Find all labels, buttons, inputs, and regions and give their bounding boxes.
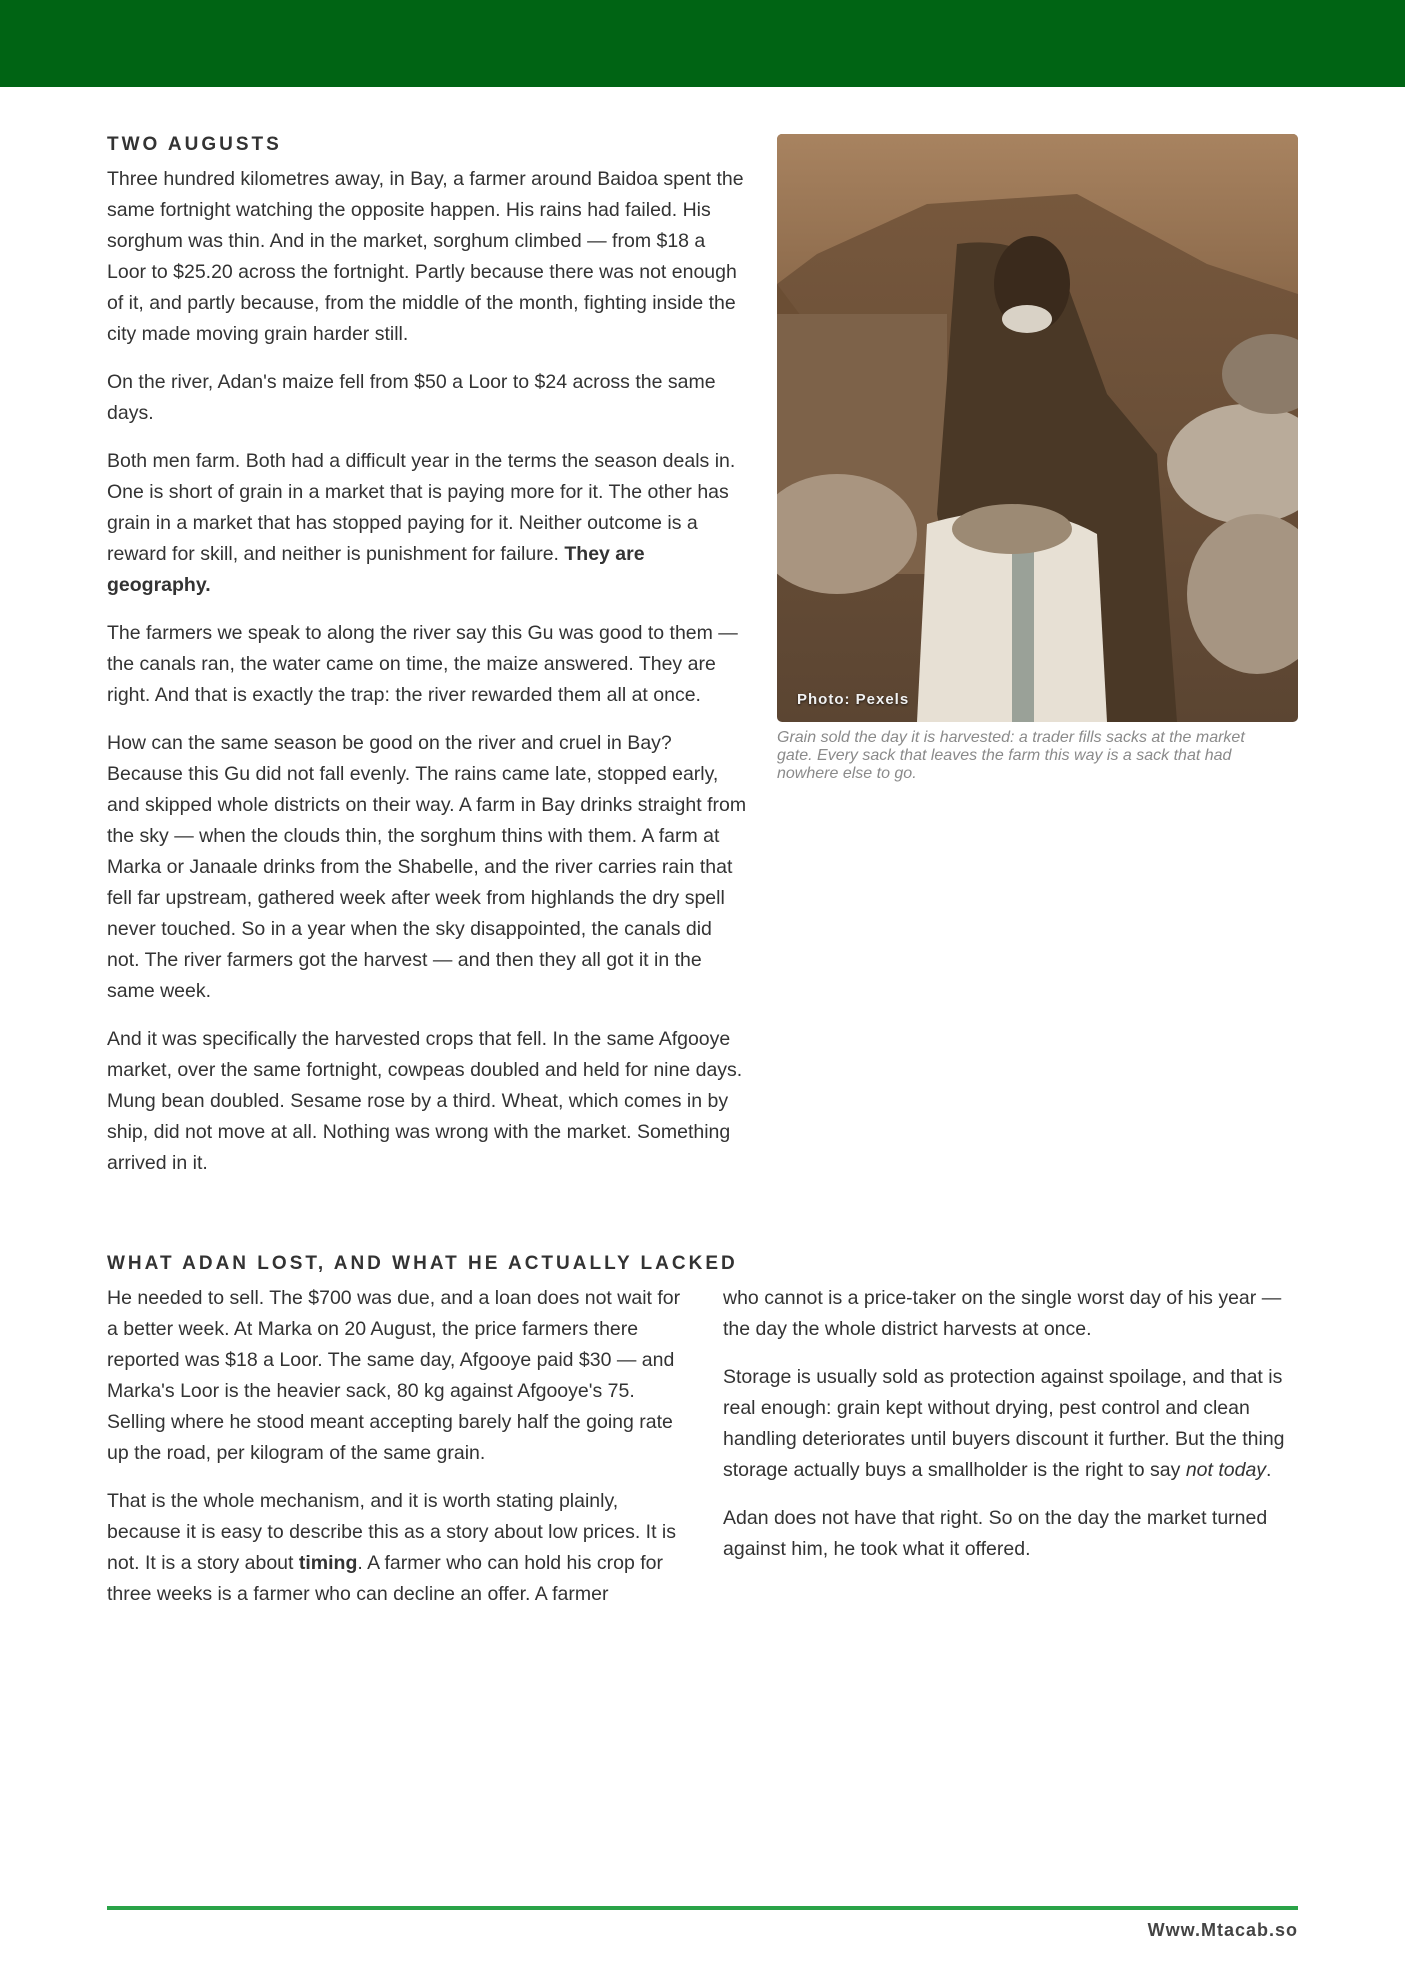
- website-link[interactable]: Www.Mtacab.so: [1147, 1920, 1298, 1940]
- emphasis-text: timing: [298, 1552, 358, 1574]
- photo-caption: Grain sold the day it is harvested: a trader fills sacks at the market gate. Every sack that leaves the farm this way is a sack that had nowhere else to go.: [777, 729, 1245, 782]
- section2-right-column: [723, 1283, 1298, 1582]
- section2-left-column: [107, 1283, 687, 1627]
- photo-illustration: [777, 134, 1298, 722]
- photo-credit: Photo: Pexels: [797, 691, 910, 708]
- paragraph: Three hundred kilometres away, in Bay, a farmer around Baidoa spent the same fortnight watching the opposite happen. His rains had failed. His sorghum was thin. And in the market, sorghum climbed — from $18 a Loor to $25.20 across the fortnight. Partly because there was not enough of it, and partly because, from the middle of the month, fighting inside the city made moving grain harder still.: [107, 168, 744, 345]
- paragraph: He needed to sell. The $700 was due, and a loan does not wait for a better week. At Marka on 20 August, the price farmers there reported was $18 a Loor. The same day, Afgooye paid $30 — and Marka's Loor is the heavier sack, 80 kg against Afgooye's 75. Selling where he stood meant accepting barely half the going rate up the road, per kilogram of the same grain.: [107, 1287, 681, 1464]
- paragraph: Adan does not have that right. So on the day the market turned against him, he took what it offered.: [723, 1507, 1268, 1560]
- paragraph: [107, 446, 747, 601]
- top-banner: [0, 0, 1405, 87]
- section-heading-two-augusts: TWO AUGUSTS: [107, 134, 282, 155]
- italic-text: not today: [1185, 1459, 1267, 1481]
- paragraph-text: Storage is usually sold as protection against spoilage, and that is real enough: grain kept without drying, pest control and clean handling deteriorates until buyers discount it further. But the thing storage actually buys a smallholder is the right to say: [723, 1366, 1285, 1481]
- section1-column: [107, 164, 747, 1196]
- paragraph: How can the same season be good on the river and cruel in Bay? Because this Gu did not fall evenly. The rains came late, stopped early, and skipped whole districts on their way. A farm in Bay drinks straight from the sky — when the clouds thin, the sorghum thins with them. A farm at Marka or Janaale drinks from the Shabelle, and the river carries rain that fell far upstream, gathered week after week from highlands the dry spell never touched. So in a year when the sky disappointed, the canals did not. The river farmers got the harvest — and then they all got it in the same week.: [107, 732, 747, 1002]
- paragraph: And it was specifically the harvested crops that fell. In the same Afgooye market, over the same fortnight, cowpeas doubled and held for nine days. Mung bean doubled. Sesame rose by a third. Wheat, which comes in by ship, did not move at all. Nothing was wrong with the market. Something arrived in it.: [107, 1028, 743, 1174]
- section-heading-what-adan-lost: WHAT ADAN LOST, AND WHAT HE ACTUALLY LACKED: [107, 1253, 738, 1274]
- paragraph: On the river, Adan's maize fell from $50 a Loor to $24 across the same days.: [107, 371, 716, 424]
- paragraph: who cannot is a price-taker on the single worst day of his year — the day the whole district harvests at once.: [723, 1287, 1282, 1340]
- market-photo: [777, 134, 1298, 722]
- paragraph-text: That is the whole mechanism, and it is worth stating plainly, because it is easy to describe this as a story about low prices. It is not. It is a story about: [107, 1490, 677, 1574]
- paragraph: The farmers we speak to along the river say this Gu was good to them — the canals ran, the water came on time, the maize answered. They are right. And that is exactly the trap: the river rewarded them all at once.: [107, 622, 738, 706]
- paragraph: [723, 1362, 1298, 1486]
- paragraph-text: . A farmer who can hold his crop for three weeks is a farmer who can decline an offer. A farmer: [107, 1552, 664, 1605]
- footer-divider: [107, 1906, 1298, 1910]
- paragraph: [107, 1486, 687, 1610]
- emphasis-text: They are geography.: [107, 543, 645, 596]
- paragraph-text: .: [1266, 1459, 1272, 1481]
- paragraph-text: Both men farm. Both had a difficult year in the terms the season deals in. One is short of grain in a market that is paying more for it. The other has grain in a market that has stopped paying for it. Neither outcome is a reward for skill, and neither is punishment for failure.: [107, 450, 736, 565]
